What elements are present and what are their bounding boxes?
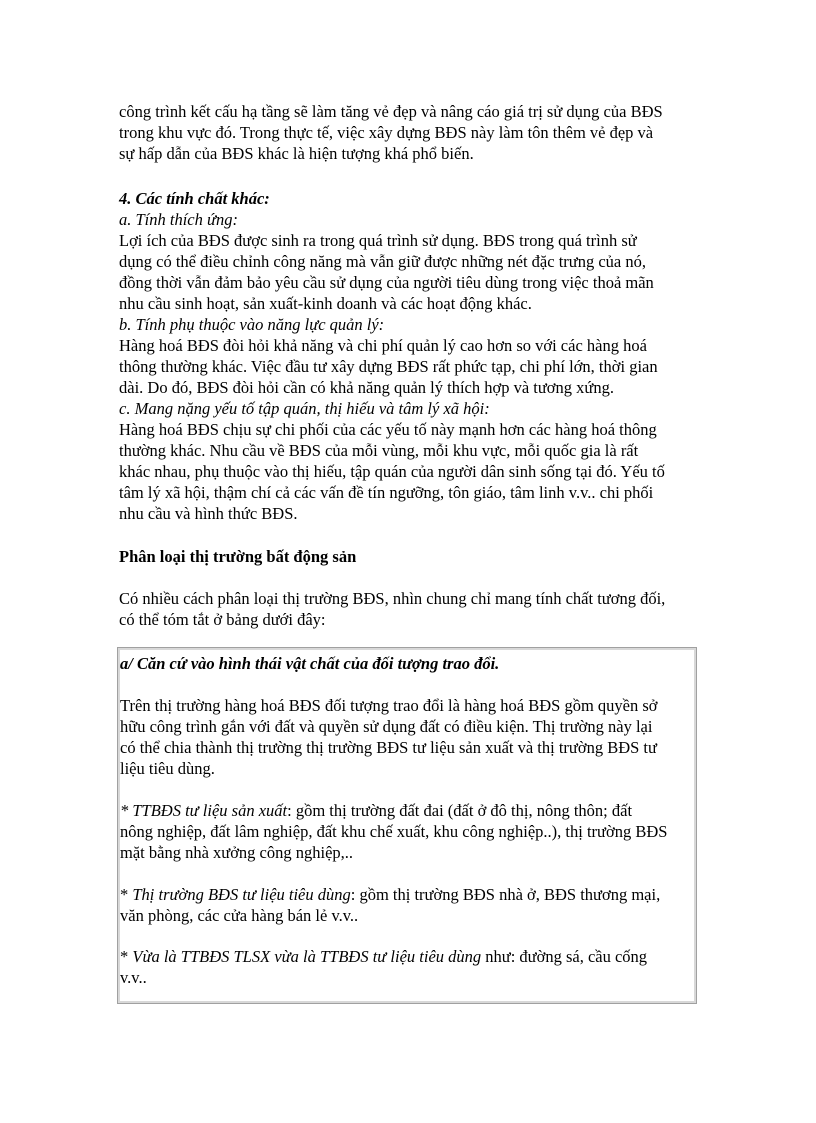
classification-intro-line: Có nhiều cách phân loại thị trường BĐS, nhìn chung chỉ mang tính chất tương đối, <box>119 589 666 608</box>
subsection-c-line: nhu cầu và hình thức BĐS. <box>119 504 298 523</box>
classification-table-box <box>117 647 697 1004</box>
box-item-3-bullet: * <box>120 947 133 966</box>
box-item-3 <box>120 946 698 988</box>
box-item-3-line <box>120 946 698 967</box>
box-item-1-label: * TTBĐS tư liệu sản xuất <box>120 801 288 820</box>
subsection-a-line: dụng có thể điều chỉnh công năng mà vẫn giữ được những nét đặc trưng của nó, <box>119 252 646 271</box>
section-4-heading: 4. Các tính chất khác: <box>119 189 270 208</box>
intro-line: trong khu vực đó. Trong thực tế, việc xây dựng BĐS này làm tôn thêm vẻ đẹp và <box>119 123 654 142</box>
box-item-1 <box>120 800 698 863</box>
classification-intro-line: có thể tóm tắt ở bảng dưới đây: <box>119 610 326 629</box>
box-item-3-line: v.v.. <box>120 968 147 987</box>
box-item-1-line <box>120 800 698 821</box>
classification-section <box>119 546 703 567</box>
subsection-a-line: nhu cầu sinh hoạt, sản xuất-kinh doanh và các hoạt động khác. <box>119 294 532 313</box>
box-paragraph-line: có thể chia thành thị trường thị trường BĐS tư liệu sản xuất và thị trường BĐS tư <box>120 738 657 757</box>
box-item-2-bullet: * <box>120 885 133 904</box>
subsection-c-title: c. Mang nặng yếu tố tập quán, thị hiếu và tâm lý xã hội: <box>119 399 490 418</box>
subsection-c-line: khác nhau, phụ thuộc vào thị hiếu, tập quán của người dân sinh sống tại đó. Yếu tố <box>119 462 665 481</box>
subsection-a-title: a. Tính thích ứng: <box>119 210 238 229</box>
box-paragraph-line: hữu công trình gắn với đất và quyền sử dụng đất có điều kiện. Thị trường này lại <box>120 717 653 736</box>
box-paragraph <box>120 695 698 779</box>
section-4 <box>119 188 703 524</box>
box-item-2-label: Thị trường BĐS tư liệu tiêu dùng <box>132 885 351 904</box>
box-item-2 <box>120 884 698 926</box>
box-item-3-label: Vừa là TTBĐS TLSX vừa là TTBĐS tư liệu tiêu dùng <box>132 947 482 966</box>
subsection-a-line: đồng thời vẫn đảm bảo yêu cầu sử dụng của người tiêu dùng trong việc thoả mãn <box>119 273 654 292</box>
box-item-1-line: nông nghiệp, đất lâm nghiệp, đất khu chế xuất, khu công nghiệp..), thị trường BĐS <box>120 822 668 841</box>
intro-line: sự hấp dẫn của BĐS khác là hiện tượng khá phổ biến. <box>119 144 474 163</box>
box-item-1-line: mặt bằng nhà xưởng công nghiệp,.. <box>120 843 354 862</box>
intro-line: công trình kết cấu hạ tầng sẽ làm tăng vẻ đẹp và nâng cáo giá trị sử dụng của BĐS <box>119 102 663 121</box>
classification-intro <box>119 588 703 630</box>
subsection-c-line: thường khác. Nhu cầu về BĐS của mỗi vùng, mỗi khu vực, mỗi quốc gia là rất <box>119 441 639 460</box>
classification-title: Phân loại thị trường bất động sản <box>119 547 357 566</box>
subsection-b-title: b. Tính phụ thuộc vào năng lực quản lý: <box>119 315 385 334</box>
box-heading: a/ Căn cứ vào hình thái vật chất của đối tượng trao đổi. <box>120 654 500 673</box>
subsection-b-line: dài. Do đó, BĐS đòi hỏi cần có khả năng quản lý thích hợp và tương xứng. <box>119 378 614 397</box>
subsection-c-line: tâm lý xã hội, thậm chí cả các vấn đề tín ngưỡng, tôn giáo, tâm linh v.v.. chi phối <box>119 483 654 502</box>
box-item-1-text: : gồm thị trường đất đai (đất ở đô thị, nông thôn; đất <box>287 801 633 820</box>
subsection-b-line: Hàng hoá BĐS đòi hỏi khả năng và chi phí quản lý cao hơn so với các hàng hoá <box>119 336 647 355</box>
intro-paragraph <box>119 101 703 164</box>
box-item-2-line: văn phòng, các cửa hàng bán lẻ v.v.. <box>120 906 359 925</box>
box-paragraph-line: Trên thị trường hàng hoá BĐS đối tượng trao đổi là hàng hoá BĐS gồm quyền sở <box>120 696 658 715</box>
box-item-3-text: như: đường sá, cầu cống <box>481 947 648 966</box>
subsection-a-line: Lợi ích của BĐS được sinh ra trong quá trình sử dụng. BĐS trong quá trình sử <box>119 231 637 250</box>
subsection-b-line: thông thường khác. Việc đầu tư xây dựng BĐS rất phức tạp, chi phí lớn, thời gian <box>119 357 658 376</box>
box-item-2-text: : gồm thị trường BĐS nhà ở, BĐS thương mại, <box>350 885 661 904</box>
subsection-c-line: Hàng hoá BĐS chịu sự chi phối của các yếu tố này mạnh hơn các hàng hoá thông <box>119 420 657 439</box>
box-paragraph-line: liệu tiêu dùng. <box>120 759 215 778</box>
box-item-2-line <box>120 884 698 905</box>
box-heading-block <box>120 653 698 674</box>
